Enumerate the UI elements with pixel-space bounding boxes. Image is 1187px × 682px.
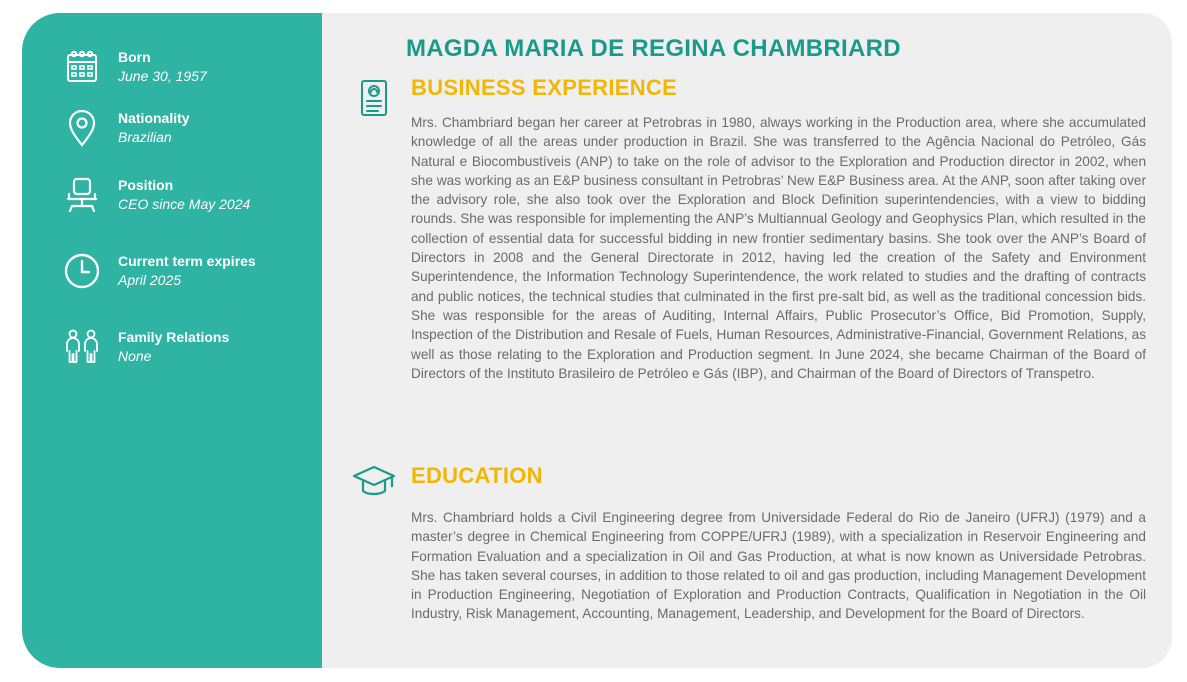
calendar-icon (62, 47, 102, 87)
nationality-item (22, 108, 322, 158)
nationality-value: Brazilian (118, 129, 172, 145)
education-title: EDUCATION (411, 463, 543, 488)
graduation-cap-icon (352, 459, 396, 503)
born-value: June 30, 1957 (118, 68, 207, 84)
family-label: Family Relations (118, 329, 230, 345)
term-value: April 2025 (118, 272, 182, 288)
clock-icon (62, 251, 102, 291)
position-label: Position (118, 177, 174, 193)
position-item (22, 175, 322, 225)
family-item (22, 327, 322, 377)
sidebar (22, 13, 322, 668)
person-name: MAGDA MARIA DE REGINA CHAMBRIARD (406, 35, 901, 62)
term-label: Current term expires (118, 253, 256, 269)
profile-card (22, 13, 1172, 668)
term-item (22, 251, 322, 301)
business-experience-text: Mrs. Chambriard began her career at Petrobras in 1980, always working in the Production area, where she accumulated knowledge of all the areas under production in Brazil. She was transferred to the Agência Nacional do Petróleo, Gás Natural e Biocombustíveis (ANP) to take on the role of advisor to the Exploration and Production director in 2002, when she was working as an E&P business consultant in Petrobras’ New E&P Business area. At the ANP, soon after taking over the advisory role, she also took over the Exploration and Block Definition superintendencies, with a view to bidding rounds. She was responsible for implementing the ANP’s Multiannual Geology and Geophysics Plan, which resulted in the collection of essential data for successful bidding in new frontier sedimentary basins. She took over the ANP’s Board of Directors in 2008 and the General Directorate in 2012, having led the creation of the Safety and Environment Superintendence, the Information Technology Superintendence, the work related to studies and the drafting of contracts and public notices, the technical studies that culminated in the first pre-salt bid, as well as the traditional concession bids. She was responsible for the areas of Auditing, Internal Affairs, Public Prosecutor’s Office, Bid Promotion, Supply, Inspection of the Distribution and Resale of Fuels, Human Resources, Administrative-Financial, Government Relations, as well as those relating to the Exploration and Production segment. In June 2024, she became Chairman of the Board of Directors of the Instituto Brasileiro de Petróleo e Gás (IBP), and Chairman of the Board of Directors of Transpetro. (411, 115, 1146, 381)
people-icon (62, 327, 102, 367)
resume-document-icon (352, 77, 396, 121)
nationality-label: Nationality (118, 110, 190, 126)
born-label: Born (118, 49, 151, 65)
born-item (22, 47, 322, 97)
office-chair-icon (62, 175, 102, 215)
business-experience-title: BUSINESS EXPERIENCE (411, 75, 678, 100)
family-value: None (118, 348, 152, 364)
position-value: CEO since May 2024 (118, 196, 251, 212)
education-text: Mrs. Chambriard holds a Civil Engineering degree from Universidade Federal do Rio de Janeiro (UFRJ) (1979) and a master’s degree in Chemical Engineering from COPPE/UFRJ (1989), with a specialization in Reservoir Engineering and Formation Evaluation and a specialization in Oil and Gas Production, at what is now known as Universidade Petrobras. She has taken several courses, in addition to those related to oil and gas production, including Management Development in Production Engineering, Negotiation of Exploration and Production Contracts, Qualification in Negotiation in the Oil Industry, Risk Management, Accounting, Management, Leadership, and Development for the Board of Directors. (411, 510, 1146, 622)
location-pin-icon (62, 108, 102, 148)
